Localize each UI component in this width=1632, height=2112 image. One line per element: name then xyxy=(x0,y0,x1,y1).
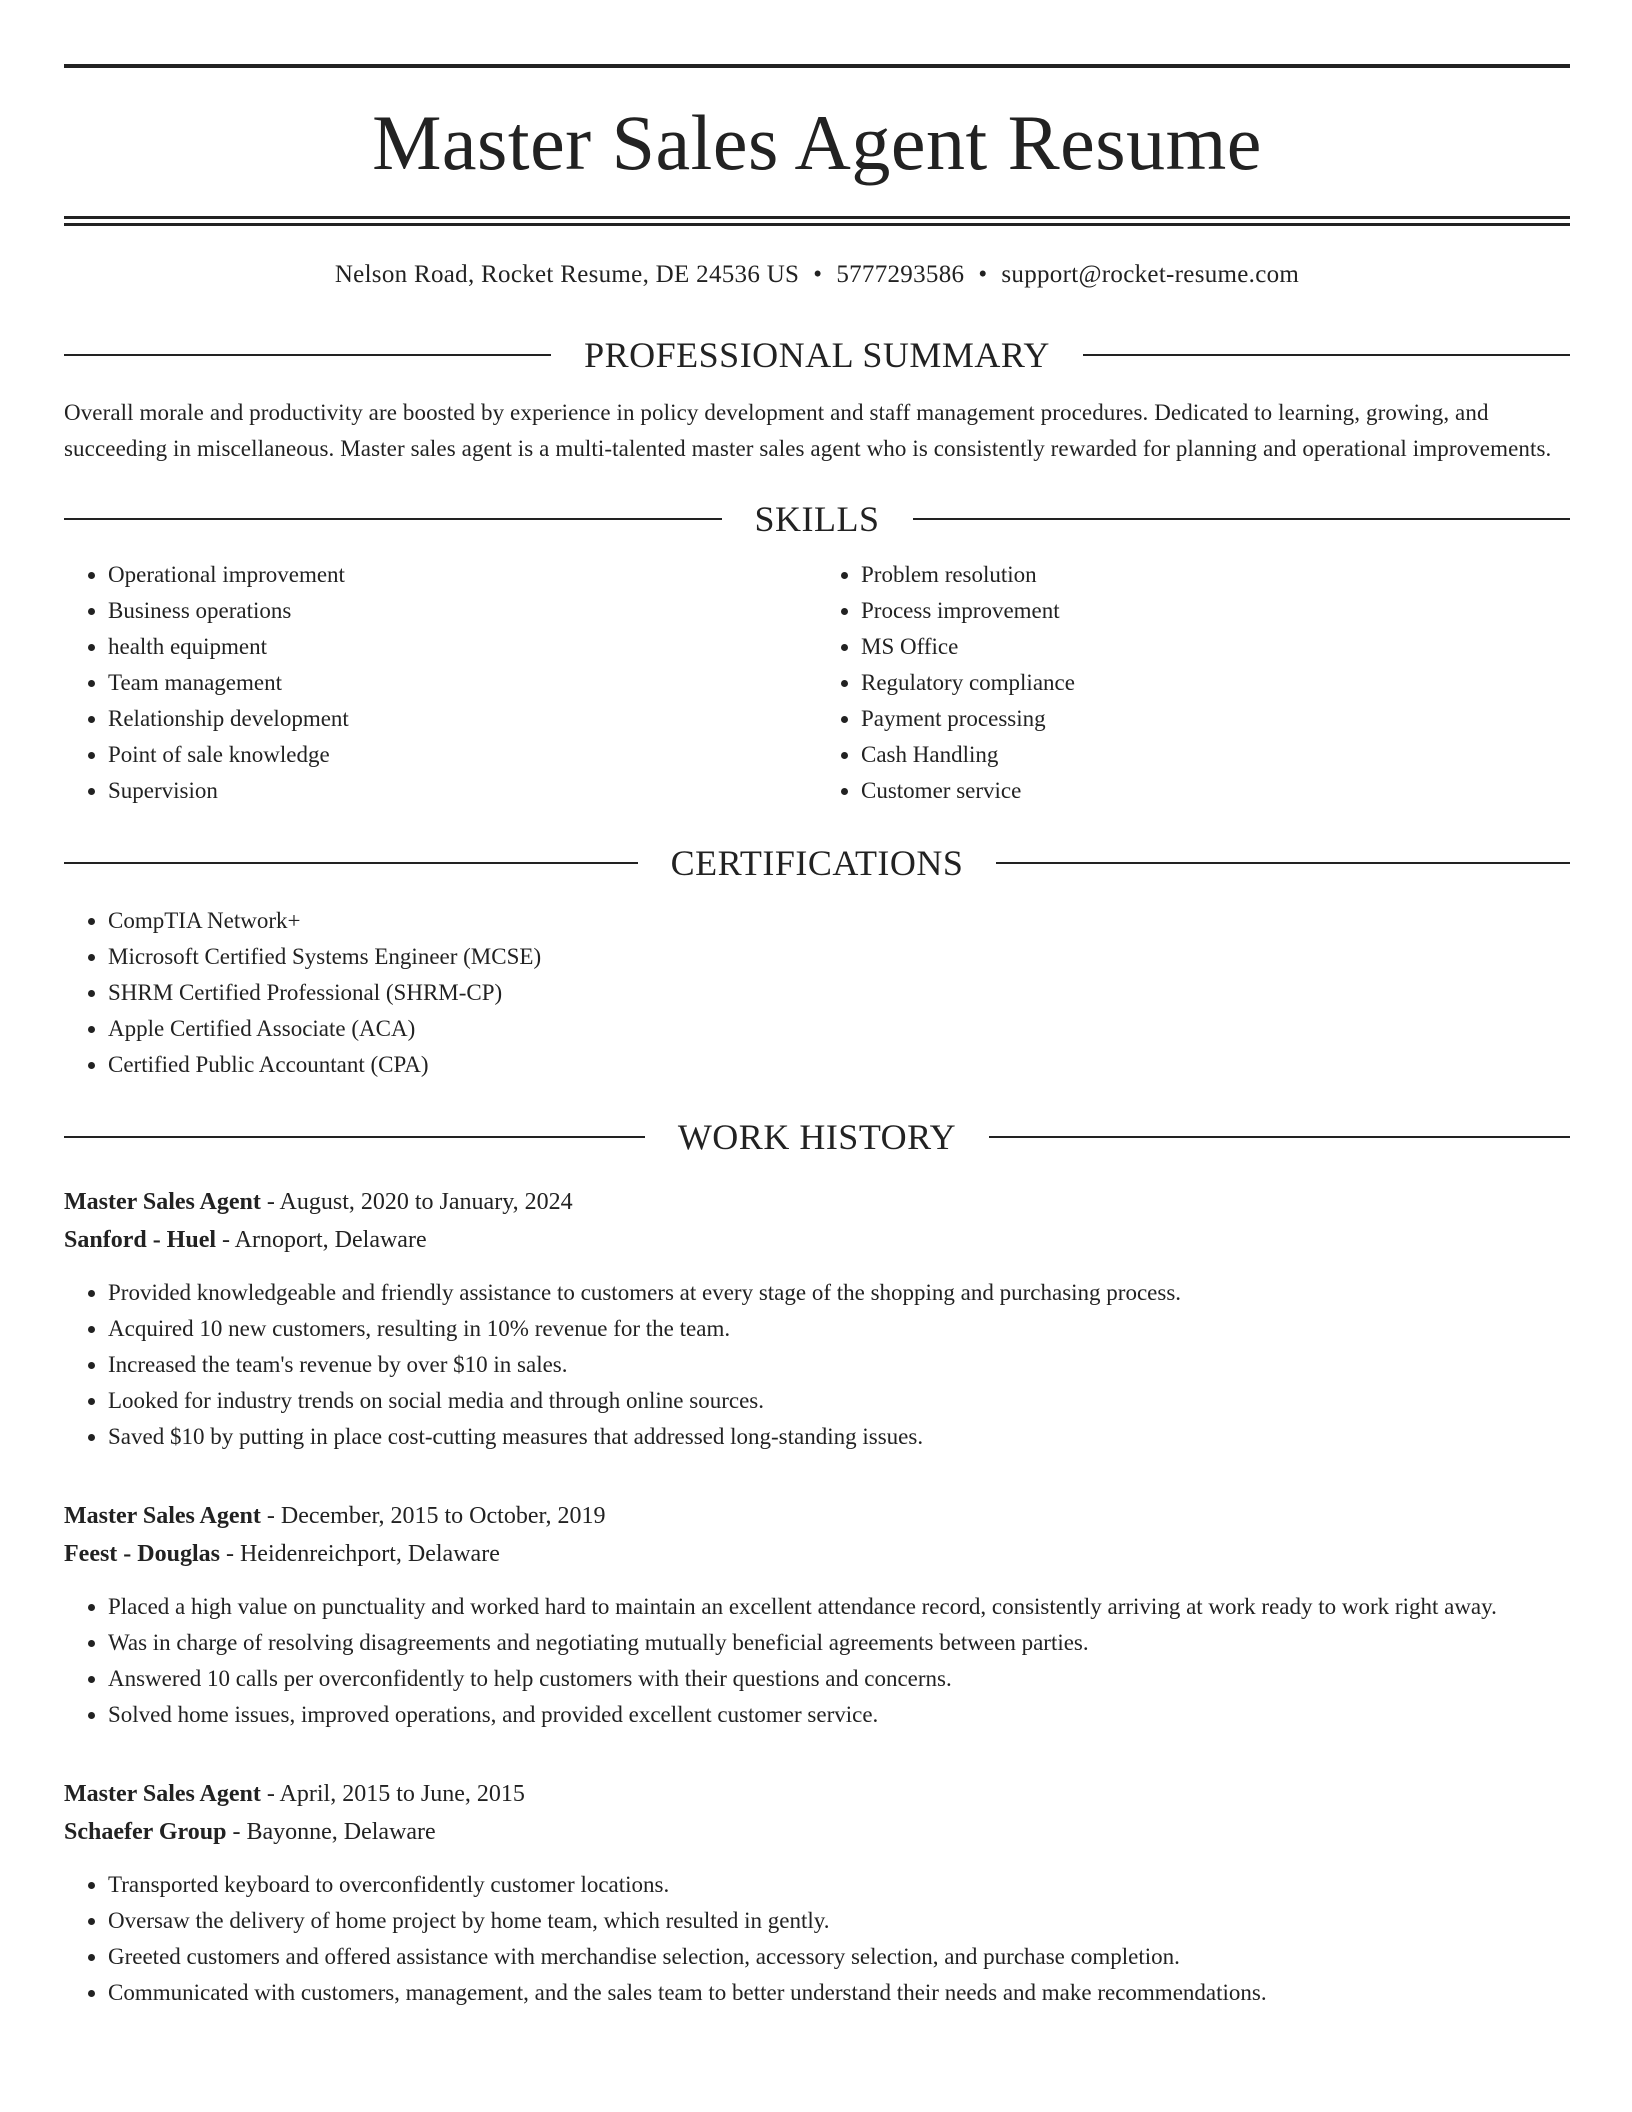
heading-rule-right xyxy=(913,518,1571,520)
job-dates: - August, 2020 to January, 2024 xyxy=(260,1189,573,1215)
job-entry xyxy=(64,1183,1570,1455)
list-item: • Solved home issues, improved operations, and provided excellent customer service. xyxy=(108,1697,1570,1733)
list-item: • SHRM Certified Professional (SHRM-CP) xyxy=(108,975,1570,1011)
skills-list-right xyxy=(817,557,1570,809)
section-heading-summary xyxy=(64,337,1570,373)
list-item: • Supervision xyxy=(108,773,817,809)
job-location: - Heidenreichport, Delaware xyxy=(219,1541,500,1567)
heading-rule-left xyxy=(64,862,638,864)
list-item: • Greeted customers and offered assistance with merchandise selection, accessory selection, and purchase completion. xyxy=(108,1939,1570,1975)
list-item: • Problem resolution xyxy=(861,557,1570,593)
job-bullets xyxy=(64,1867,1570,2011)
list-item: • Acquired 10 new customers, resulting in 10% revenue for the team. xyxy=(108,1311,1570,1347)
contact-separator: • xyxy=(813,261,823,288)
heading-rule-left xyxy=(64,354,551,356)
job-role: Master Sales Agent xyxy=(64,1781,261,1807)
contact-phone: 5777293586 xyxy=(836,261,965,288)
job-company-line xyxy=(64,1535,1570,1573)
list-item: • Apple Certified Associate (ACA) xyxy=(108,1011,1570,1047)
heading-rule-left xyxy=(64,518,722,520)
contact-email[interactable]: support@rocket-resume.com xyxy=(1001,261,1300,288)
section-title: SKILLS xyxy=(754,499,880,539)
list-item: • Team management xyxy=(108,665,817,701)
list-item: • Relationship development xyxy=(108,701,817,737)
list-item: • Provided knowledgeable and friendly assistance to customers at every stage of the shopping and purchasing process. xyxy=(108,1275,1570,1311)
section-heading-work-history xyxy=(64,1119,1570,1155)
contact-address: Nelson Road, Rocket Resume, DE 24536 US xyxy=(334,261,800,288)
section-title: CERTIFICATIONS xyxy=(670,843,964,883)
list-item: • Certified Public Accountant (CPA) xyxy=(108,1047,1570,1083)
summary-text: Overall morale and productivity are boosted by experience in policy development and staff management procedures. Dedicated to learning, growing, and succeeding in miscellaneous. Master sales agent is a multi-talented master sales agent who is consistently rewarded for planning and operational improvements. xyxy=(64,400,1552,461)
job-company: Schaefer Group xyxy=(64,1819,227,1845)
list-item: • Was in charge of resolving disagreements and negotiating mutually beneficial agreements between parties. xyxy=(108,1625,1570,1661)
list-item: • Transported keyboard to overconfidently customer locations. xyxy=(108,1867,1570,1903)
list-item: • Communicated with customers, management, and the sales team to better understand their needs and make recommendations. xyxy=(108,1975,1570,2011)
skills-columns xyxy=(64,557,1570,809)
list-item: • Oversaw the delivery of home project by home team, which resulted in gently. xyxy=(108,1903,1570,1939)
contact-separator: • xyxy=(978,261,988,288)
job-title-line xyxy=(64,1775,1570,1813)
heading-rule-right xyxy=(989,1136,1570,1138)
contact-line xyxy=(64,262,1570,287)
job-bullets xyxy=(64,1275,1570,1455)
job-bullets xyxy=(64,1589,1570,1733)
job-role: Master Sales Agent xyxy=(64,1189,261,1215)
list-item: • Business operations xyxy=(108,593,817,629)
list-item: • Microsoft Certified Systems Engineer (MCSE) xyxy=(108,939,1570,975)
section-title: PROFESSIONAL SUMMARY xyxy=(584,335,1050,375)
job-dates: - December, 2015 to October, 2019 xyxy=(260,1503,606,1529)
job-company-line xyxy=(64,1813,1570,1851)
certifications-list xyxy=(64,903,1570,1083)
list-item: • MS Office xyxy=(861,629,1570,665)
job-role: Master Sales Agent xyxy=(64,1503,261,1529)
list-item: • Increased the team's revenue by over $10 in sales. xyxy=(108,1347,1570,1383)
section-heading-certifications xyxy=(64,845,1570,881)
job-company-line xyxy=(64,1221,1570,1259)
skills-list-left xyxy=(64,557,817,809)
list-item: • Looked for industry trends on social media and through online sources. xyxy=(108,1383,1570,1419)
job-title-line xyxy=(64,1497,1570,1535)
job-company: Feest - Douglas xyxy=(64,1541,220,1567)
job-location: - Bayonne, Delaware xyxy=(226,1819,436,1845)
resume-page xyxy=(64,64,1570,2011)
list-item: • Saved $10 by putting in place cost-cutting measures that addressed long-standing issues. xyxy=(108,1419,1570,1455)
job-company: Sanford - Huel xyxy=(64,1227,217,1253)
list-item: • Cash Handling xyxy=(861,737,1570,773)
list-item: • Regulatory compliance xyxy=(861,665,1570,701)
section-heading-skills xyxy=(64,501,1570,537)
job-entry xyxy=(64,1497,1570,1733)
list-item: • Point of sale knowledge xyxy=(108,737,817,773)
section-title: WORK HISTORY xyxy=(677,1117,957,1157)
job-dates: - April, 2015 to June, 2015 xyxy=(260,1781,525,1807)
heading-rule-right xyxy=(1083,354,1570,356)
heading-rule-right xyxy=(996,862,1570,864)
job-title-line xyxy=(64,1183,1570,1221)
list-item: • Operational improvement xyxy=(108,557,817,593)
list-item: • CompTIA Network+ xyxy=(108,903,1570,939)
list-item: • health equipment xyxy=(108,629,817,665)
list-item: • Answered 10 calls per overconfidently to help customers with their questions and concerns. xyxy=(108,1661,1570,1697)
job-location: - Arnoport, Delaware xyxy=(216,1227,427,1253)
top-rule xyxy=(64,64,1570,68)
list-item: • Payment processing xyxy=(861,701,1570,737)
list-item: • Placed a high value on punctuality and worked hard to maintain an excellent attendance record, consistently arriving at work ready to work right away. xyxy=(108,1589,1570,1625)
resume-title: Master Sales Agent Resume xyxy=(372,99,1262,186)
heading-rule-left xyxy=(64,1136,645,1138)
job-entry xyxy=(64,1775,1570,2011)
title-double-rule xyxy=(64,216,1570,226)
list-item: • Customer service xyxy=(861,773,1570,809)
list-item: • Process improvement xyxy=(861,593,1570,629)
